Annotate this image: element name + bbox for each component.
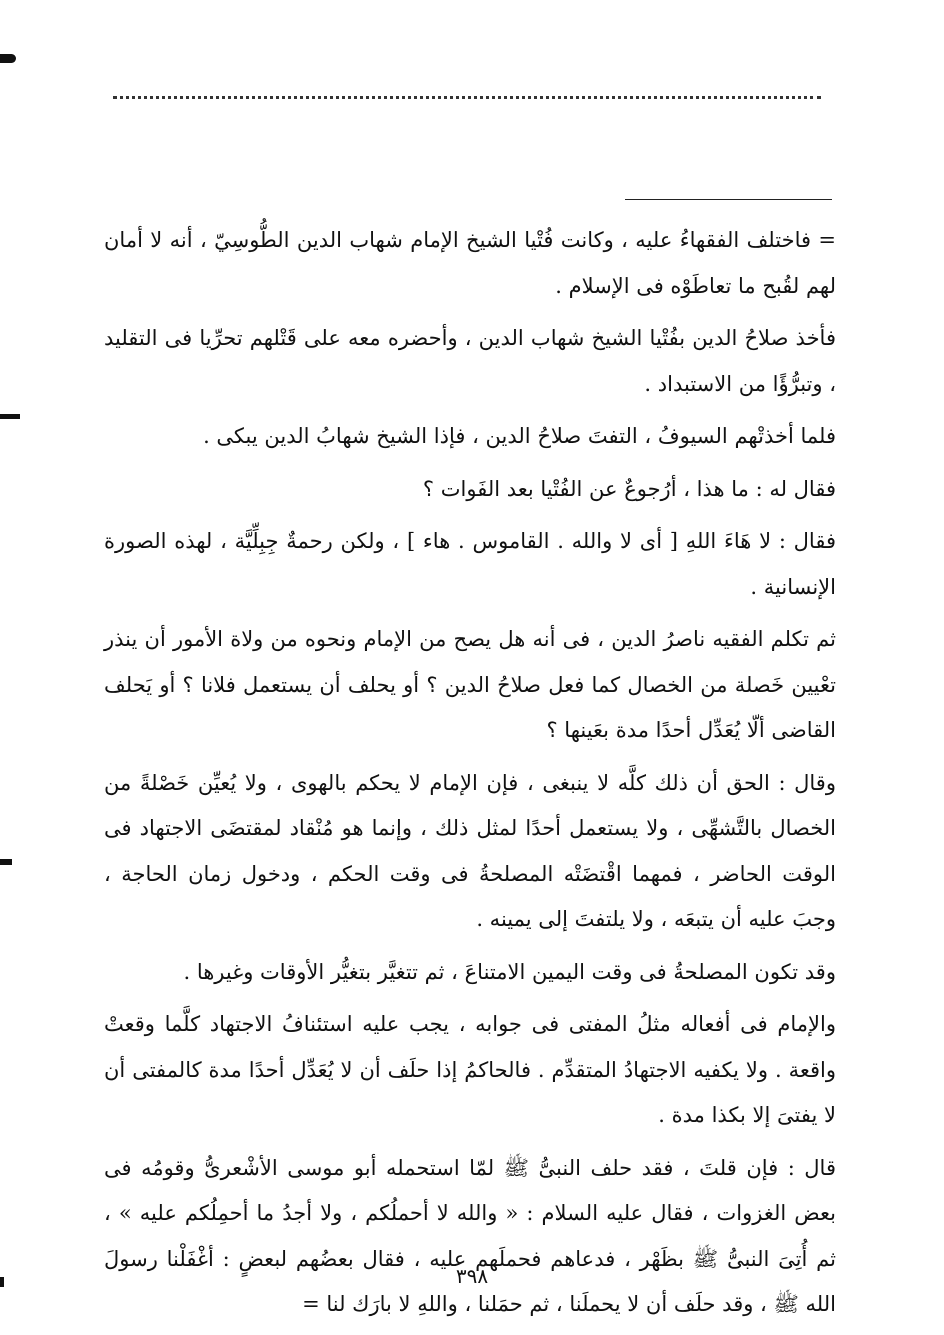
footnote-text-block bbox=[104, 218, 836, 1335]
scan-edge-mark bbox=[0, 859, 12, 865]
page-number: ٣٩٨ bbox=[455, 1264, 489, 1288]
paragraph: ثم تكلم الفقيه ناصرُ الدين ، فى أنه هل يصح من الإمام ونحوه من ولاة الأمور أن ينذر تعْيين خَصلة من الخصال كما فعل صلاحُ الدين ؟ أو يحلف أن يستعمل فلانا ؟ أو يَحلف القاضى ألّا يُعَدِّل أحدًا مدة بعَينها ؟ bbox=[104, 627, 836, 742]
paragraph: والإمام فى أفعاله مثلُ المفتى فى جوابه ، يجب عليه استئنافُ الاجتهاد كلَّما وقعتْ واقعة . ولا يكفيه الاجتهادُ المتقدِّم . فالحاكمُ إذا حلَف أن لا يُعَدِّل أحدًا مدة كالمفتى أن لا يفتىَ إلا بكذا مدة . bbox=[104, 1012, 836, 1127]
paragraph: وقد تكون المصلحةُ فى وقت اليمين الامتناعَ ، ثم تتغيَّر بتغيُّر الأوقات وغيرها . bbox=[183, 959, 836, 984]
paragraph: فقال له : ما هذا ، أرُجوعٌ عن الفُتْيا بعد الفَوات ؟ bbox=[422, 476, 836, 501]
paragraph: فلما أخذتْهم السيوفُ ، التفتَ صلاحُ الدين ، فإذا الشيخ شهابُ الدين يبكى . bbox=[203, 424, 836, 448]
dotted-separator bbox=[113, 96, 821, 99]
paragraph: = فاختلف الفقهاءُ عليه ، وكانت فُتْيا الشيخ الإمام شهاب الدين الطُّوسِيّ ، أنه لا أمان لهم لقُبح ما تعاطَوْه فى الإسلام . bbox=[104, 228, 836, 298]
paragraph: قال : فإن قلتَ ، فقد حلف النبىُّ ﷺ لمّا استحمله أبو موسى الأشْعرىُّ وقومُه فى بعض الغزوات ، فقال عليه السلام : « والله لا أحملُكم ، ولا أجدُ ما أحمِلُكم عليه » ، ثم أُتِىَ النبىُّ ﷺ بظَهْر ، فدعاهم فحملَهم عليه ، فقال بعضُهم لبعضٍ : أغْفَلْنا رسولَ الله ﷺ ، وقد حلَف أن لا يحملَنا ، ثم حمَلنا ، واللهِ لا بارَك لنا = bbox=[104, 1155, 836, 1316]
paragraph: فأخذ صلاحُ الدين بفُتْيا الشيخ شهاب الدين ، وأحضره معه على قَتْلهم تحرِّيا فى التقليد ، وتبرُّؤًا من الاستبداد . bbox=[104, 326, 836, 396]
paragraph: وقال : الحق أن ذلك كلَّه لا ينبغى ، فإن الإمام لا يحكم بالهوى ، ولا يُعيِّن خَصْلةً من الخصال بالتَّشهِّى ، ولا يستعمل أحدًا لمثل ذلك ، وإنما هو مُنْقاد لمقتضَى الاجتهاد فى الوقت الحاضر ، فمهما اقْتضَتْه المصلحةُ فى وقت الحكم ، ودخول زمان الحاجة ، وجبَ عليه أن يتبعَه ، ولا يلتفتَ إلى يمينه . bbox=[104, 770, 836, 931]
scan-edge-mark bbox=[0, 54, 16, 63]
paragraph: فقال : لا هَاءَ اللهِ [ أى لا والله . القاموس . هاء ] ، ولكن رحمةٌ جِبِلِّيَّة ، لهذه الصورة الإنسانية . bbox=[104, 529, 836, 599]
footnote-separator bbox=[625, 199, 832, 200]
scan-edge-mark bbox=[0, 414, 20, 419]
